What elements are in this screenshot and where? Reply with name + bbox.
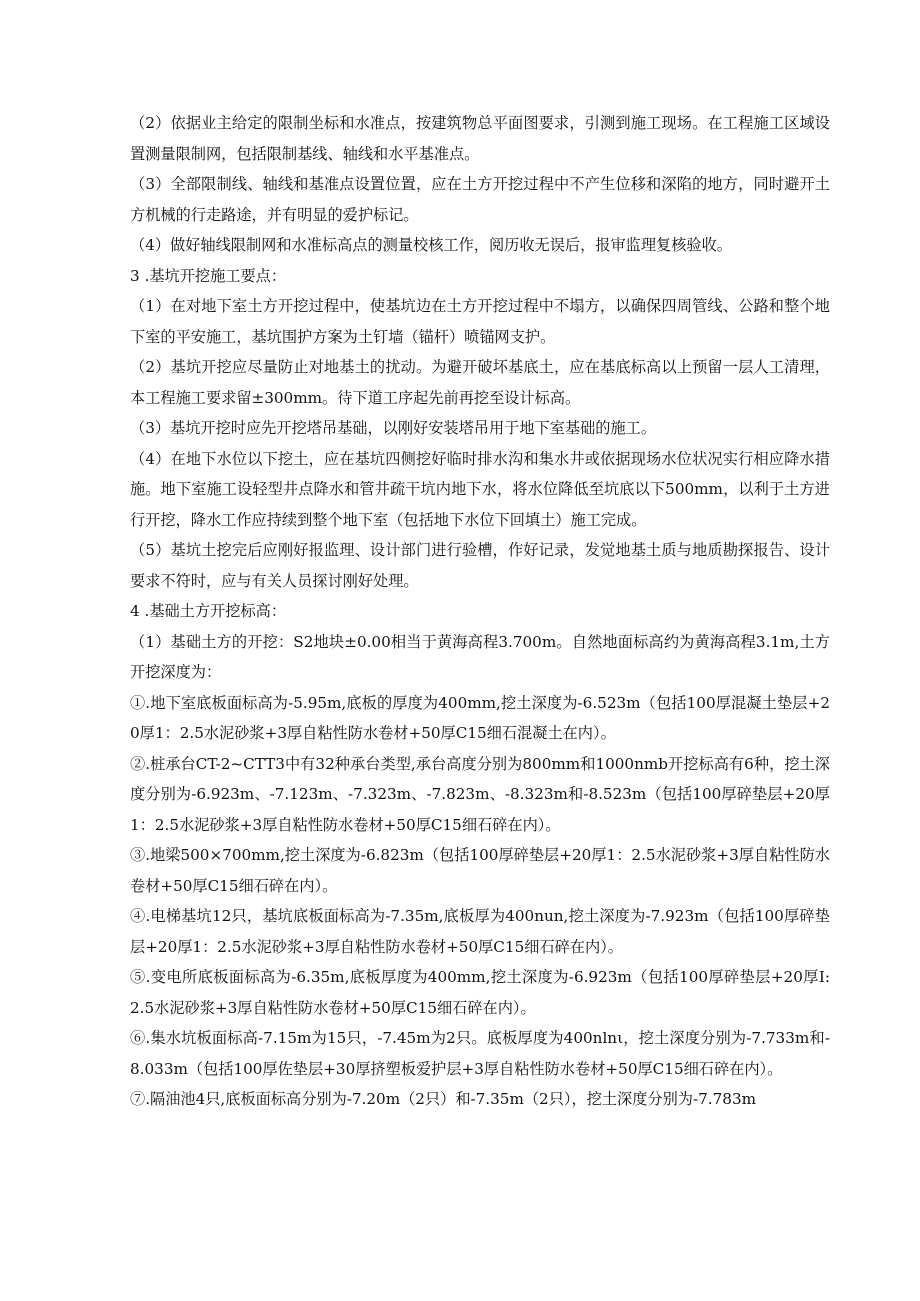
list-item: ⑤.变电所底板面标高为-6.35m,底板厚度为400mm,挖土深度为-6.923m（包括100厚碎垫层+20厚I:2.5水泥砂浆+3厚自粘性防水卷材+50厚C15细石碎在内）。 bbox=[130, 968, 830, 1017]
list-item: ③.地梁500×700mm,挖土深度为-6.823m（包括100厚碎垫层+20厚1：2.5水泥砂浆+3厚自粘性防水卷材+50厚C15细石碎在内）。 bbox=[130, 846, 830, 895]
paragraph: （3）全部限制线、轴线和基准点设置位置，应在土方开挖过程中不产生位移和深陷的地方，同时避开土方机械的行走路途，并有明显的爱护标记。 bbox=[130, 175, 830, 224]
list-item: ②.桩承台CT-2~CTT3中有32种承台类型,承台高度分别为800mm和1000nmb开挖标高有6种，挖土深度分别为-6.923m、-7.123m、-7.323m、-7.823m、-8.323m和-8.523m（包括100厚碎垫层+20厚1：2.5水泥砂浆+3厚自粘性防水卷材+50厚C15细石碎在内）。 bbox=[130, 754, 830, 834]
paragraph: （2）依据业主给定的限制坐标和水准点，按建筑物总平面图要求，引测到施工现场。在工程施工区域设置测量限制网，包括限制基线、轴线和水平基准点。 bbox=[130, 114, 830, 163]
paragraph: （4）做好轴线限制网和水准标高点的测量校核工作，阅历收无误后，报审监理复核验收。 bbox=[130, 236, 732, 254]
paragraph: （2）基坑开挖应尽量防止对地基土的扰动。为避开破坏基底土，应在基底标高以上预留一层人工清理，本工程施工要求留±300mm。待下道工序起先前再挖至设计标高。 bbox=[130, 358, 830, 407]
paragraph: （1）基础土方的开挖：S2地块±0.00相当于黄海高程3.700m。自然地面标高约为黄海高程3.1m,土方开挖深度为： bbox=[130, 632, 830, 681]
list-item: ⑥.集水坑板面标高-7.15m为15只，-7.45m为2只。底板厚度为400nlnι，挖土深度分别为-7.733m和-8.033m（包括100厚佐垫层+30厚挤塑板爱护层+3厚自粘性防水卷材+50厚C15细石碎在内）。 bbox=[130, 1029, 830, 1078]
section-heading: 4 .基础土方开挖标高： bbox=[130, 602, 287, 620]
list-item: ⑦.隔油池4只,底板面标高分别为-7.20m（2只）和-7.35m（2只），挖土深度分别为-7.783m bbox=[130, 1090, 757, 1108]
paragraph: （5）基坑土挖完后应刚好报监理、设计部门进行验槽，作好记录，发觉地基土质与地质勘探报告、设计要求不符时，应与有关人员探讨刚好处理。 bbox=[130, 541, 830, 590]
list-item: ④.电梯基坑12只，基坑底板面标高为-7.35m,底板厚为400nun,挖土深度为-7.923m（包括100厚碎垫层+20厚1：2.5水泥砂浆+3厚自粘性防水卷材+50厚C15细石碎在内）。 bbox=[130, 907, 830, 956]
paragraph: （4）在地下水位以下挖土，应在基坑四侧挖好临时排水沟和集水井或依据现场水位状况实行相应降水措施。地下室施工设轻型井点降水和管井疏干坑内地下水，将水位降低至坑底以下500mm，以利于土方进行开挖，降水工作应持续到整个地下室（包括地下水位下回填土）施工完成。 bbox=[130, 449, 830, 529]
document-page bbox=[130, 108, 830, 1115]
list-item: ①.地下室底板面标高为-5.95m,底板的厚度为400mm,挖土深度为-6.523m（包括100厚混凝土垫层+20厚1：2.5水泥砂浆+3厚自粘性防水卷材+50厚C15细石混凝土在内）。 bbox=[130, 693, 830, 742]
paragraph: （3）基坑开挖时应先开挖塔吊基础，以刚好安装塔吊用于地下室基础的施工。 bbox=[130, 419, 657, 437]
paragraph: （1）在对地下室土方开挖过程中，使基坑边在土方开挖过程中不塌方，以确保四周管线、公路和整个地下室的平安施工，基坑围护方案为土钉墙（锚杆）喷锚网支护。 bbox=[130, 297, 830, 346]
section-heading: 3 .基坑开挖施工要点： bbox=[130, 266, 287, 285]
